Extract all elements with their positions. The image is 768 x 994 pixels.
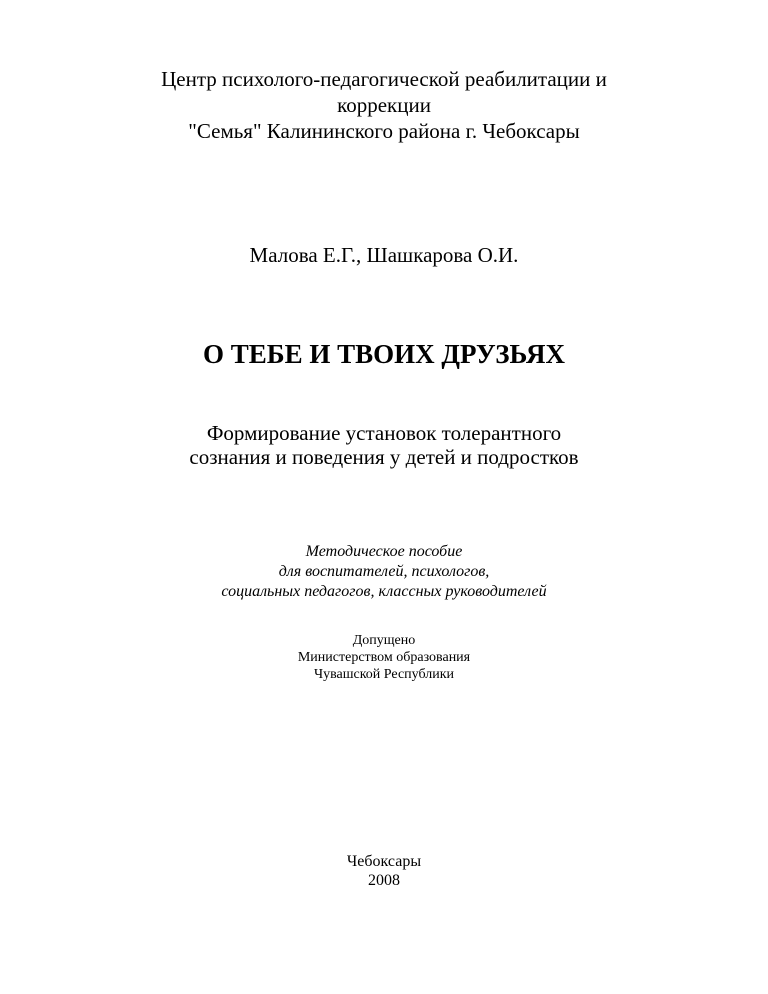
- purpose-line-3: социальных педагогов, классных руководителей: [221, 583, 547, 600]
- publication-city: Чебоксары: [346, 853, 422, 870]
- approval-line-2: Министерством образования: [297, 650, 471, 665]
- institution-line-1: Центр психолого-педагогической реабилитации и: [161, 67, 607, 91]
- subtitle-line-2: сознания и поведения у детей и подростков: [189, 445, 579, 469]
- authors: Малова Е.Г., Шашкарова О.И.: [249, 243, 519, 267]
- book-title: О ТЕБЕ И ТВОИХ ДРУЗЬЯХ: [203, 339, 565, 369]
- approval-line-1: Допущено: [352, 633, 416, 648]
- approval-line-3: Чувашской Республики: [313, 667, 455, 682]
- subtitle-line-1: Формирование установок толерантного: [206, 421, 562, 445]
- purpose-line-2: для воспитателей, психологов,: [278, 563, 490, 580]
- institution-line-3: "Семья" Калининского района г. Чебоксары: [188, 119, 580, 143]
- purpose-line-1: Методическое пособие: [305, 543, 463, 560]
- publication-year: 2008: [368, 872, 400, 889]
- institution-line-2: коррекции: [337, 93, 431, 117]
